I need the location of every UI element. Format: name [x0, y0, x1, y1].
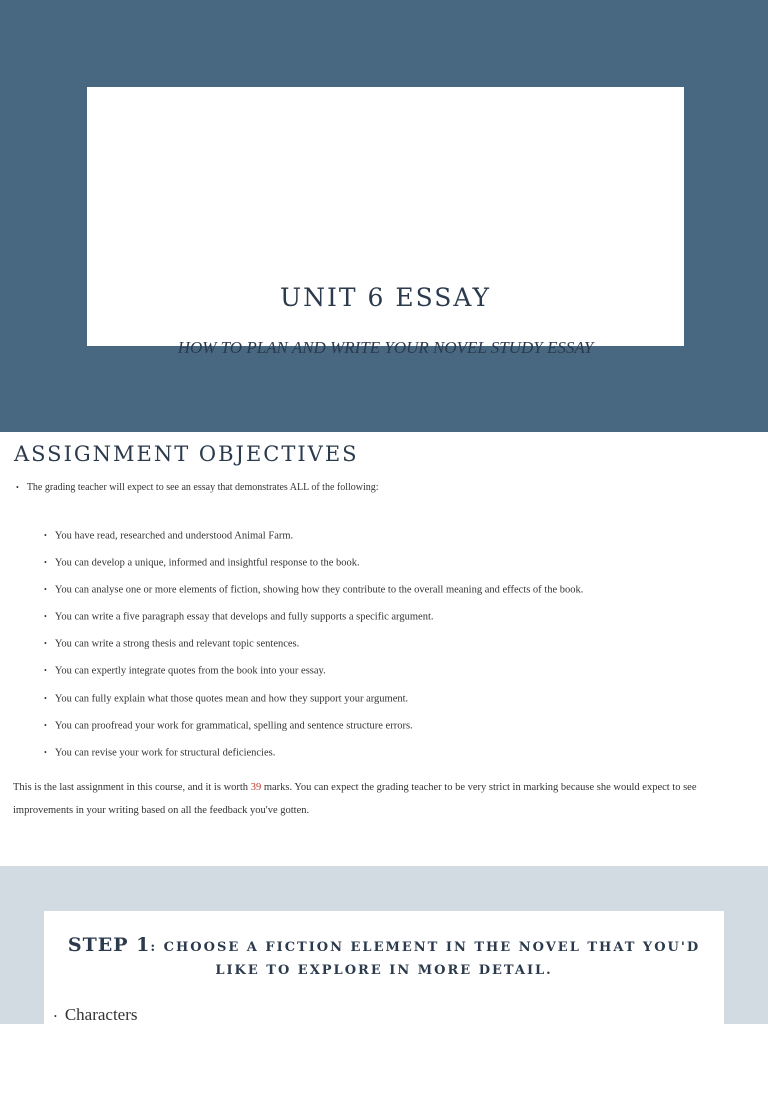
list-item: • You can proofread your work for grammatical, spelling and sentence structure errors.	[44, 720, 413, 732]
list-item: • You have read, researched and understood Animal Farm.	[44, 530, 294, 542]
bullet-icon: •	[44, 639, 47, 649]
list-item: • You can write a five paragraph essay that develops and fully supports a specific argument.	[44, 611, 434, 623]
title-slide	[0, 0, 768, 432]
bullet-icon: •	[44, 531, 47, 540]
step-title	[44, 935, 724, 981]
closing-paragraph: This is the last assignment in this course, and it is worth 39 marks. You can expect the grading teacher to be very strict in marking because she would expect to see improvements in your writing based on all the feedback you've gotten.	[13, 782, 697, 816]
slide-subtitle: HOW TO PLAN AND WRITE YOUR NOVEL STUDY ESSAY	[177, 338, 594, 357]
step-label: STEP 1	[67, 934, 151, 956]
fiction-elements-list	[54, 1005, 138, 1025]
bullet-icon: •	[44, 612, 47, 622]
list-item: • You can fully explain what those quotes mean and how they support your argument.	[44, 692, 409, 704]
list-item: • You can expertly integrate quotes from the book into your essay.	[44, 665, 326, 677]
list-item: • You can revise your work for structural deficiencies.	[44, 747, 276, 759]
bullet-icon: •	[44, 693, 47, 703]
bullet-icon: •	[44, 666, 47, 676]
list-item: • Characters	[54, 1005, 138, 1024]
list-item: • You can write a strong thesis and relevant topic sentences.	[44, 638, 300, 650]
objectives-intro	[16, 482, 379, 493]
list-item: • You can analyse one or more elements of fiction, showing how they contribute to the overall meaning and effects of the book.	[44, 584, 584, 596]
objectives-slide	[0, 432, 768, 866]
bullet-icon: •	[44, 747, 47, 757]
bullet-icon: •	[44, 720, 47, 730]
bullet-icon: •	[44, 585, 47, 595]
list-item: • You can develop a unique, informed and insightful response to the book.	[44, 557, 360, 569]
step-slide	[0, 866, 768, 1024]
objectives-list	[44, 528, 583, 772]
objectives-heading: ASSIGNMENT OBJECTIVES	[14, 442, 359, 466]
intro-text: The grading teacher will expect to see an essay that demonstrates ALL of the following:	[26, 482, 379, 493]
step-card	[44, 911, 724, 1111]
slide-title: UNIT 6 ESSAY	[280, 283, 491, 312]
title-card	[87, 87, 684, 357]
step-text: : CHOOSE A FICTION ELEMENT IN THE NOVEL THAT YOU'D LIKE TO EXPLORE IN MORE DETAIL.	[150, 940, 701, 978]
marks-value: 39	[250, 782, 262, 793]
bullet-icon: •	[16, 483, 19, 493]
bullet-icon: •	[44, 558, 47, 568]
bullet-icon: •	[54, 1011, 57, 1021]
